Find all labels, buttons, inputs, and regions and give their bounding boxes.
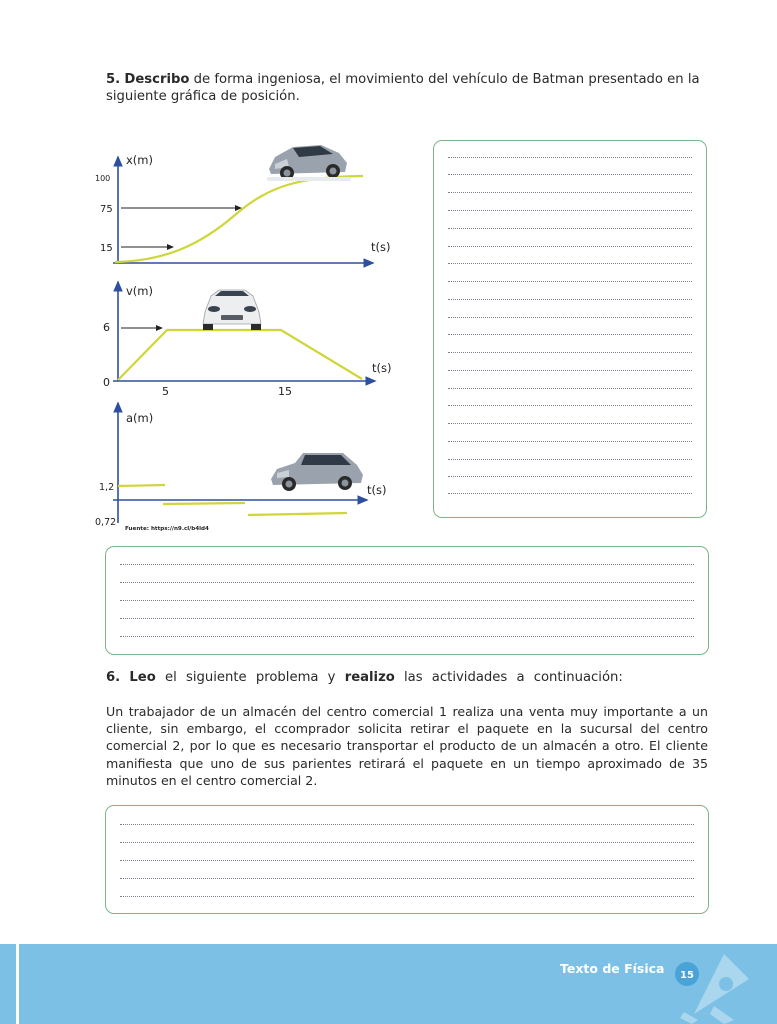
acceleration-segment-2 [163,503,245,504]
question-5-prompt [106,71,716,105]
position-tick-100: 100 [95,174,111,183]
acceleration-xlabel: t(s) [367,483,387,497]
car-front-view-image [197,282,267,332]
rocket-icon [654,944,764,1024]
position-tick-75: 75 [100,204,113,215]
acceleration-ylabel: a(m) [126,411,154,425]
position-xlabel: t(s) [371,240,391,254]
position-tick-15: 15 [100,243,113,254]
page-number: 15 [680,970,694,981]
motion-graphs [85,135,425,545]
question-6-verb-realizo: realizo [344,670,395,685]
answer-box-question-6[interactable] [105,805,709,914]
velocity-curve [118,330,362,380]
question-6-number: 6. [106,670,121,685]
car-side-view-image [263,135,353,185]
question-5-number: 5. [106,72,121,87]
footer-side-strip [16,944,19,1024]
acceleration-segment-3 [248,513,347,515]
question-6-verb-leo: Leo [129,670,156,685]
position-ylabel: x(m) [126,153,153,167]
question-5-text: de forma ingeniosa, el movimiento del vehículo de Batman presentado en la siguiente gráfica de posición. [106,72,700,104]
acceleration-segment-1 [118,485,165,486]
car-wagon-view-image [267,445,367,495]
velocity-xtick-5: 5 [162,385,169,398]
page-footer [0,944,777,1024]
question-6-prompt [106,670,716,685]
motion-graphs-svg [85,135,425,545]
problem-statement: Un trabajador de un almacén del centro comercial 1 realiza una venta muy importante a un cliente, sin embargo, el ccomprador solicita retirar el paquete en la sucursal del centro comercial 2, por lo que es necesario transportar el producto de un almacén a otro. El cliente manifiesta que uno de sus parientes retirará el paquete en un tiempo aproximado de 35 minutos en el centro comercial 2. [106,704,708,788]
page-number-badge [674,961,700,987]
velocity-xtick-15: 15 [278,385,292,398]
answer-box-question-5[interactable] [105,546,709,655]
acceleration-tick-1-2: 1,2 [99,482,115,493]
question-6-text-end: las actividades a continuación: [394,670,623,685]
velocity-tick-6: 6 [103,321,110,334]
question-5-verb: Describo [124,72,190,87]
velocity-ylabel: v(m) [126,284,153,298]
footer-book-title: Texto de Física [560,961,665,976]
graph-source: Fuente: https://n9.cl/b4ld4 [125,526,209,532]
question-6-text-mid: el siguiente problema y [155,670,345,685]
answer-box-graph-description[interactable] [433,140,707,518]
velocity-tick-0: 0 [103,376,110,389]
acceleration-tick-0-72: 0,72 [95,517,117,528]
position-curve [115,176,363,262]
velocity-xlabel: t(s) [372,361,392,375]
